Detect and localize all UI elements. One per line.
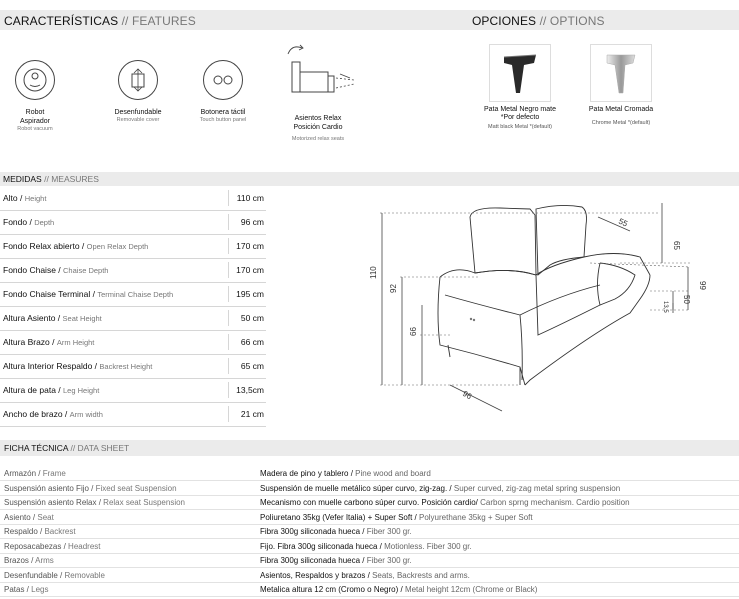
datasheet-row [0,525,739,539]
datasheet-row [0,482,739,496]
measure-row [0,258,266,283]
datasheet-key: Desenfundable / Removable [4,570,105,580]
datasheet-row [0,583,739,597]
datasheet-key: Armazón / Frame [4,469,66,478]
datasheet-heading: FICHA TÉCNICA // DATA SHEET [4,443,130,453]
feature-relax-seats [276,42,360,143]
measure-value: 65 cm [228,358,264,374]
measure-value: 66 cm [228,334,264,350]
measure-label: Fondo Relax abierto / Open Relax Depth [3,241,149,251]
measure-value: 170 cm [228,262,264,278]
datasheet-divider [0,596,739,597]
datasheet-value: Mecanismo con muelle carbono súper curvo. Posición cardio/ Carbon sprng mechanism. Cardio position [260,498,630,507]
measure-label: Fondo Chaise Terminal / Terminal Chaise Depth [3,289,174,299]
feature-touch-en: Touch button panel [199,117,247,123]
measure-value: 195 cm [228,286,264,302]
measure-row [0,210,266,235]
feature-robot-vacuum [5,60,65,133]
measure-value: 170 cm [228,238,264,254]
measure-label: Altura Asiento / Seat Height [3,313,102,323]
option-black-leg[interactable] [476,44,564,131]
option-chrome-label: Pata Metal Cromada [588,106,654,113]
datasheet-key: Suspensión asiento Fijo / Fixed seat Suspension [4,483,177,493]
measure-row [0,354,266,379]
feature-removable-cover [102,60,174,124]
feature-robot-en: Robot vacuum [17,126,53,132]
measure-label: Fondo / Depth [3,217,55,227]
feature-relax-en: Motorized relax seats [291,136,345,142]
datasheet-key: Asiento / Seat [4,512,54,522]
options-heading [472,14,605,28]
datasheet-value: Asientos, Respaldos y brazos / Seats, Backrests and arms. [260,570,470,580]
options-heading-en: OPTIONS [549,14,605,28]
datasheet-row [0,511,739,525]
measure-value: 13,5cm [228,382,264,398]
dim-65: 65 [672,241,681,250]
measure-row [0,330,266,355]
measure-value: 50 cm [228,310,264,326]
datasheet-value: Suspensión de muelle metálico súper curvo, zig-zag. / Super curved, zig-zag metal spring suspension [260,483,621,493]
dim-66: 66 [409,327,418,336]
options-heading-es: OPCIONES [472,14,537,28]
measure-label: Fondo Chaise / Chaise Depth [3,265,109,275]
option-black-en: Matt black Metal *(default) [488,124,552,130]
datasheet-key: Reposacabezas / Headrest [4,541,101,551]
option-black-label: Pata Metal Negro mate *Por defecto [484,106,556,121]
options-heading-sep: // [536,14,550,28]
datasheet-row [0,540,739,554]
measure-row [0,234,266,259]
measure-label: Alto / Height [3,193,47,203]
feature-relax-label: Asientos Relax Posición Cardio [293,115,343,131]
datasheet-key: Patas / Legs [4,585,49,594]
datasheet-key: Respaldo / Backrest [4,527,76,536]
touch-panel-icon [203,60,243,100]
robot-vacuum-icon [15,60,55,100]
datasheet-key: Suspensión asiento Relax / Relax seat Suspension [4,498,185,507]
datasheet-value: Poliuretano 35kg (Vefer Italia) + Super Soft / Polyurethane 35kg + Super Soft [260,512,533,522]
datasheet-row [0,569,739,583]
measure-value: 110 cm [228,190,264,206]
black-leg-image [489,44,551,102]
dim-99: 99 [698,281,707,290]
chrome-leg-image [590,44,652,102]
measures-band [0,172,739,186]
features-heading-en: FEATURES [131,14,196,28]
datasheet-value: Fijo. Fibra 300g siliconada hueca / Motionless. Fiber 300 gr. [260,541,472,551]
measure-row [0,378,266,403]
measure-row [0,306,266,331]
option-chrome-en: Chrome Metal *(default) [591,120,651,126]
relax-seat-icon [278,42,358,106]
features-heading-es: CARACTERÍSTICAS [4,14,119,28]
datasheet-value: Madera de pino y tablero / Pine wood and board [260,469,431,478]
datasheet-value: Metalica altura 12 cm (Cromo o Negro) / Metal height 12cm (Chrome or Black) [260,585,538,594]
measure-value: 21 cm [228,406,264,422]
dim-50: 50 [682,295,691,304]
dim-96: 96 [461,388,474,402]
feature-cover-label: Desenfundable [114,109,162,116]
measure-row [0,282,266,307]
features-heading [4,14,196,28]
measures-heading: MEDIDAS // MEASURES [3,174,99,184]
datasheet-key: Brazos / Arms [4,556,54,565]
sofa-dimension-diagram [360,195,739,420]
dim-13-5: 13,5 [662,301,668,313]
datasheet-row [0,554,739,568]
dim-110: 110 [369,266,378,279]
datasheet-row [0,496,739,510]
feature-touch-panel [188,60,258,124]
measure-row [0,186,266,211]
feature-touch-label: Botonera táctil [200,109,246,116]
measure-row [0,402,266,427]
measure-value: 96 cm [228,214,264,230]
measure-label: Altura Brazo / Arm Height [3,337,95,347]
option-chrome-leg[interactable] [576,44,666,127]
features-heading-sep: // [118,14,132,28]
measure-label: Altura de pata / Leg Height [3,385,100,395]
measure-label: Ancho de brazo / Arm width [3,409,103,419]
datasheet-value: Fibra 300g siliconada hueca / Fiber 300 gr. [260,556,412,565]
dim-55: 55 [617,216,630,229]
datasheet-value: Fibra 300g siliconada hueca / Fiber 300 gr. [260,527,412,536]
feature-robot-label: Robot Aspirador [20,109,50,125]
removable-cover-icon [118,60,158,100]
datasheet-row [0,467,739,481]
feature-cover-en: Removable cover [116,117,160,123]
measure-label: Altura Interior Respaldo / Backrest Height [3,361,153,371]
dim-92: 92 [389,284,398,293]
